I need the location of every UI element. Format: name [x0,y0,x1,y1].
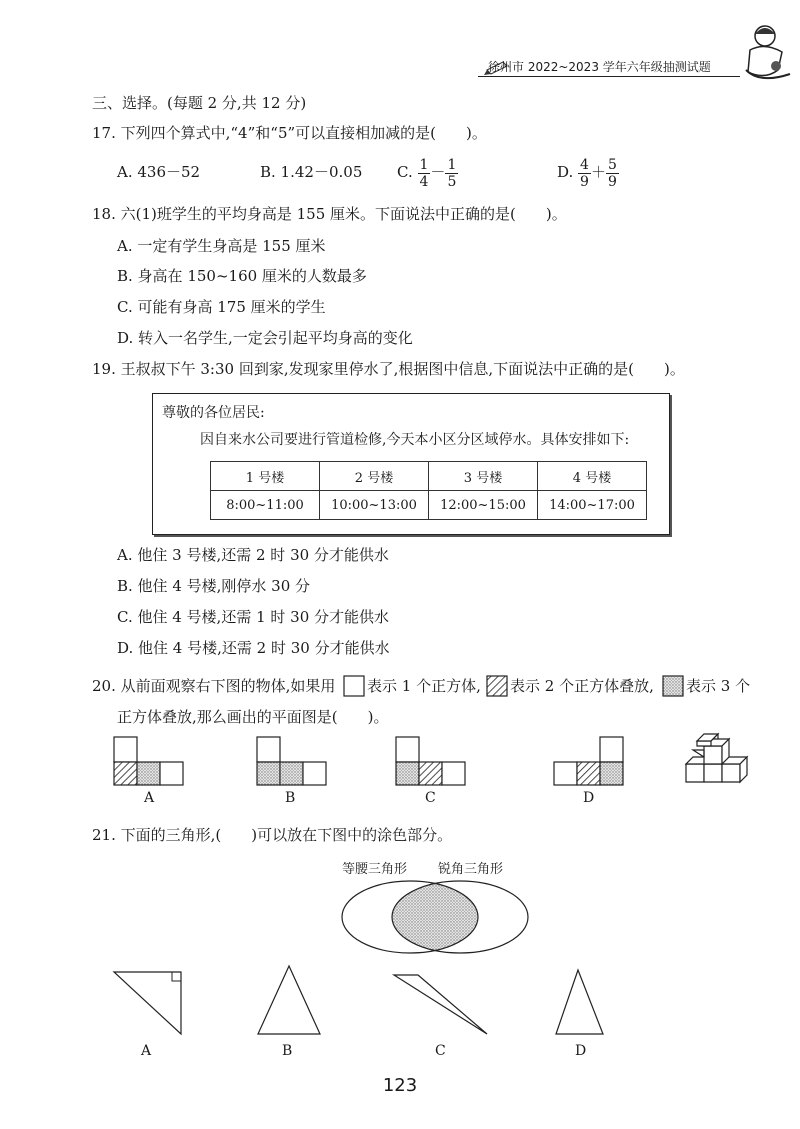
q19-option-b: B. 他住 4 号楼,刚停水 30 分 [117,577,311,595]
q17-c-label: C. [397,163,413,181]
q21-label-d: D [575,1043,587,1059]
notice-body: 因自来水公司要进行管道检修,今天本小区分区域停水。具体安排如下: [200,432,630,448]
schedule-time-3: 12:00~15:00 [429,491,538,520]
q17-d-operator: ＋ [590,163,606,181]
mascot-icon [746,26,790,78]
q17-option-a: A. 436－52 [117,163,201,181]
venn-right-label: 锐角三角形 [438,862,504,877]
q20-stem-line-2: 正方体叠放,那么画出的平面图是( )。 [117,708,389,726]
q18-stem: 18. 六(1)班学生的平均身高是 155 厘米。下面说法中正确的是( )。 [92,205,567,223]
q17-d-fraction-2: $\frac{5}{9}$ [607,156,617,190]
triangle-a [114,972,181,1034]
venn-diagram [342,881,528,953]
triangle-b [258,966,320,1034]
q20-label-c: C [425,790,436,806]
schedule-time-4: 14:00~17:00 [538,491,647,520]
q17-option-d [557,153,619,191]
q20-option-d-figure [554,737,623,785]
triangle-d [556,970,603,1034]
q17-c-fraction-1: $\frac{1}{4}$ [419,156,429,190]
q21-label-a: A [141,1043,152,1059]
q17-c-operator: － [430,163,446,181]
venn-left-label: 等腰三角形 [342,862,408,877]
q18-option-d: D. 转入一名学生,一定会引起平均身高的变化 [117,329,413,347]
q18-option-c: C. 可能有身高 175 厘米的学生 [117,298,326,316]
header-rule [478,76,740,77]
schedule-time-2: 10:00~13:00 [320,491,429,520]
q21-label-b: B [282,1043,293,1059]
q20-stem-part-4: 表示 3 个 [686,677,751,695]
schedule-building-1: 1 号楼 [211,462,320,491]
q20-stem-part-2: 表示 1 个正方体, [367,677,481,695]
q20-label-a: A [144,790,155,806]
q17-c-fraction-2: $\frac{1}{5}$ [447,156,457,190]
triangle-c [394,975,487,1034]
header-title: 徐州市 2022~2023 学年六年级抽测试题 [488,60,711,74]
q17-d-label: D. [557,163,574,181]
q19-stem: 19. 王叔叔下午 3:30 回到家,发现家里停水了,根据图中信息,下面说法中正确的是( )。 [92,360,685,378]
q20-stem-part-1: 20. 从前面观察右下图的物体,如果用 [92,677,336,695]
q20-option-a-figure [114,737,183,785]
q17-option-b: B. 1.42－0.05 [260,163,363,181]
q19-option-c: C. 他住 4 号楼,还需 1 时 30 分才能供水 [117,608,390,626]
legend-single-square [344,676,364,696]
notice-greeting: 尊敬的各位居民: [162,405,265,421]
legend-hatched-square [487,676,507,696]
legend-dotted-square [663,676,683,696]
q20-label-d: D [583,790,595,806]
cube-stack-figure [686,734,747,782]
schedule-building-3: 3 号楼 [429,462,538,491]
q17-option-c [397,153,458,191]
right-angle-mark [172,972,181,981]
schedule-table [210,461,647,520]
q21-stem: 21. 下面的三角形,( )可以放在下图中的涂色部分。 [92,826,453,844]
schedule-header-row [211,462,647,491]
q21-label-c: C [435,1043,446,1059]
schedule-building-4: 4 号楼 [538,462,647,491]
schedule-time-1: 8:00~11:00 [211,491,320,520]
section-heading: 三、选择。(每题 2 分,共 12 分) [92,94,307,112]
q20-stem-part-3: 表示 2 个正方体叠放, [510,677,654,695]
q17-stem: 17. 下列四个算式中,“4”和“5”可以直接相加减的是( )。 [92,124,487,142]
schedule-building-2: 2 号楼 [320,462,429,491]
q19-option-a: A. 他住 3 号楼,还需 2 时 30 分才能供水 [117,546,389,564]
q18-option-a: A. 一定有学生身高是 155 厘米 [117,237,326,255]
q20-label-b: B [285,790,296,806]
q17-d-fraction-1: $\frac{4}{9}$ [580,156,589,190]
q20-option-b-figure [257,737,326,785]
schedule-time-row [211,491,647,520]
q19-option-d: D. 他住 4 号楼,还需 2 时 30 分才能供水 [117,639,390,657]
q20-option-c-figure [396,737,465,785]
page-number: 123 [382,1075,418,1096]
q18-option-b: B. 身高在 150~160 厘米的人数最多 [117,267,367,285]
